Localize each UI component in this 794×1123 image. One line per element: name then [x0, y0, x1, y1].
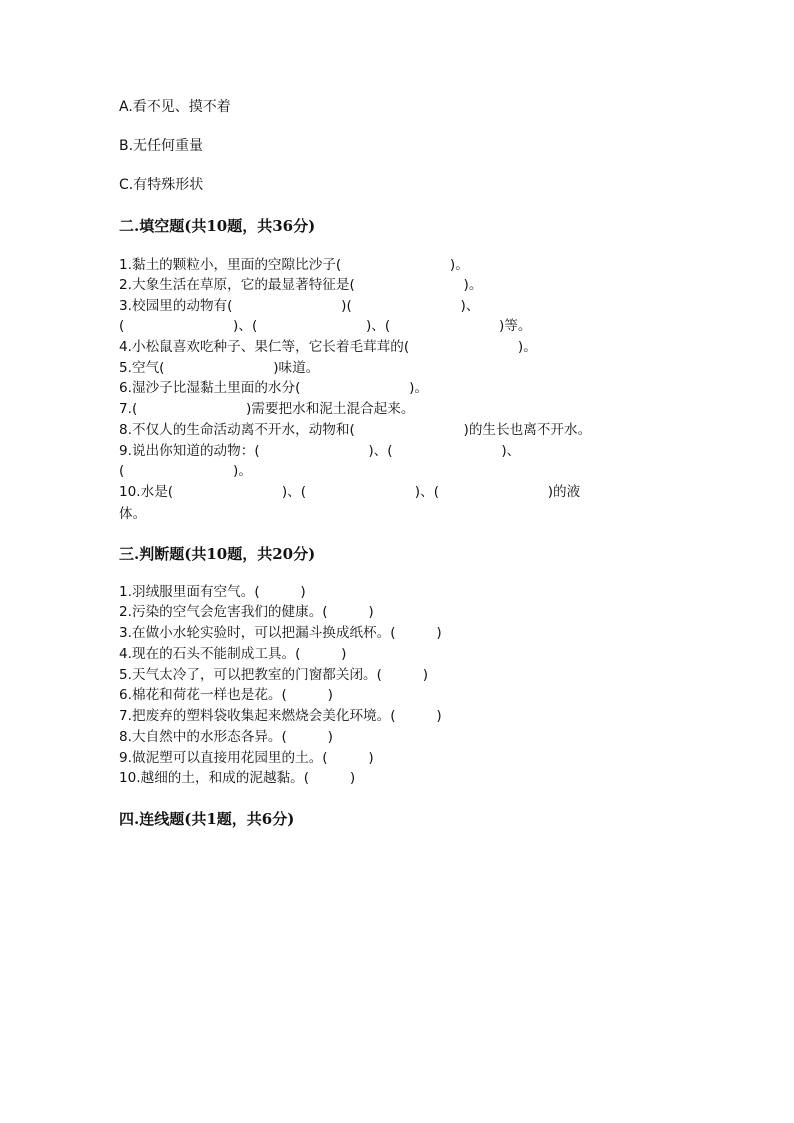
fill-question: 8.不仅人的生命活动离不开水，动物和( )的生长也离不开水。: [119, 422, 592, 438]
fill-question: ( )。: [119, 463, 252, 479]
section-title-judge: 三.判断题(共10题，共20分): [119, 545, 316, 563]
judge-question: 8.大自然中的水形态各异。( ): [119, 729, 333, 745]
fill-question: 1.黏土的颗粒小，里面的空隙比沙子( )。: [119, 257, 469, 273]
fill-question: 6.湿沙子比湿黏土里面的水分( )。: [119, 380, 429, 396]
fill-question: 5.空气( )味道。: [119, 360, 320, 376]
fill-question: ( )、( )、( )等。: [119, 318, 532, 334]
judge-question: 10.越细的土，和成的泥越黏。( ): [119, 770, 356, 786]
option-a: A.看不见、摸不着: [119, 99, 231, 115]
fill-question: 2.大象生活在草原，它的最显著特征是( )。: [119, 277, 483, 293]
judge-question: 9.做泥塑可以直接用花园里的土。( ): [119, 750, 374, 766]
judge-question: 3.在做小水轮实验时，可以把漏斗换成纸杯。( ): [119, 625, 442, 641]
section-title-fill: 二.填空题(共10题，共36分): [119, 217, 316, 235]
fill-question: 9.说出你知道的动物：( )、( )、: [119, 443, 521, 459]
judge-question: 1.羽绒服里面有空气。( ): [119, 584, 306, 600]
fill-question: 体。: [119, 506, 147, 522]
section-title-match: 四.连线题(共1题，共6分): [119, 810, 295, 828]
option-b: B.无任何重量: [119, 138, 204, 154]
judge-question: 5.天气太冷了，可以把教室的门窗都关闭。( ): [119, 667, 429, 683]
judge-question: 6.棉花和荷花一样也是花。( ): [119, 687, 333, 703]
fill-question: 7.( )需要把水和泥土混合起来。: [119, 401, 415, 417]
fill-question: 3.校园里的动物有( )( )、: [119, 298, 480, 314]
fill-question: 4.小松鼠喜欢吃种子、果仁等，它长着毛茸茸的( )。: [119, 339, 537, 355]
fill-question: 10.水是( )、( )、( )的液: [119, 484, 581, 500]
judge-question: 7.把废弃的塑料袋收集起来燃烧会美化环境。( ): [119, 708, 442, 724]
judge-question: 2.污染的空气会危害我们的健康。( ): [119, 604, 374, 620]
judge-question: 4.现在的石头不能制成工具。( ): [119, 646, 347, 662]
option-c: C.有特殊形状: [119, 177, 204, 193]
